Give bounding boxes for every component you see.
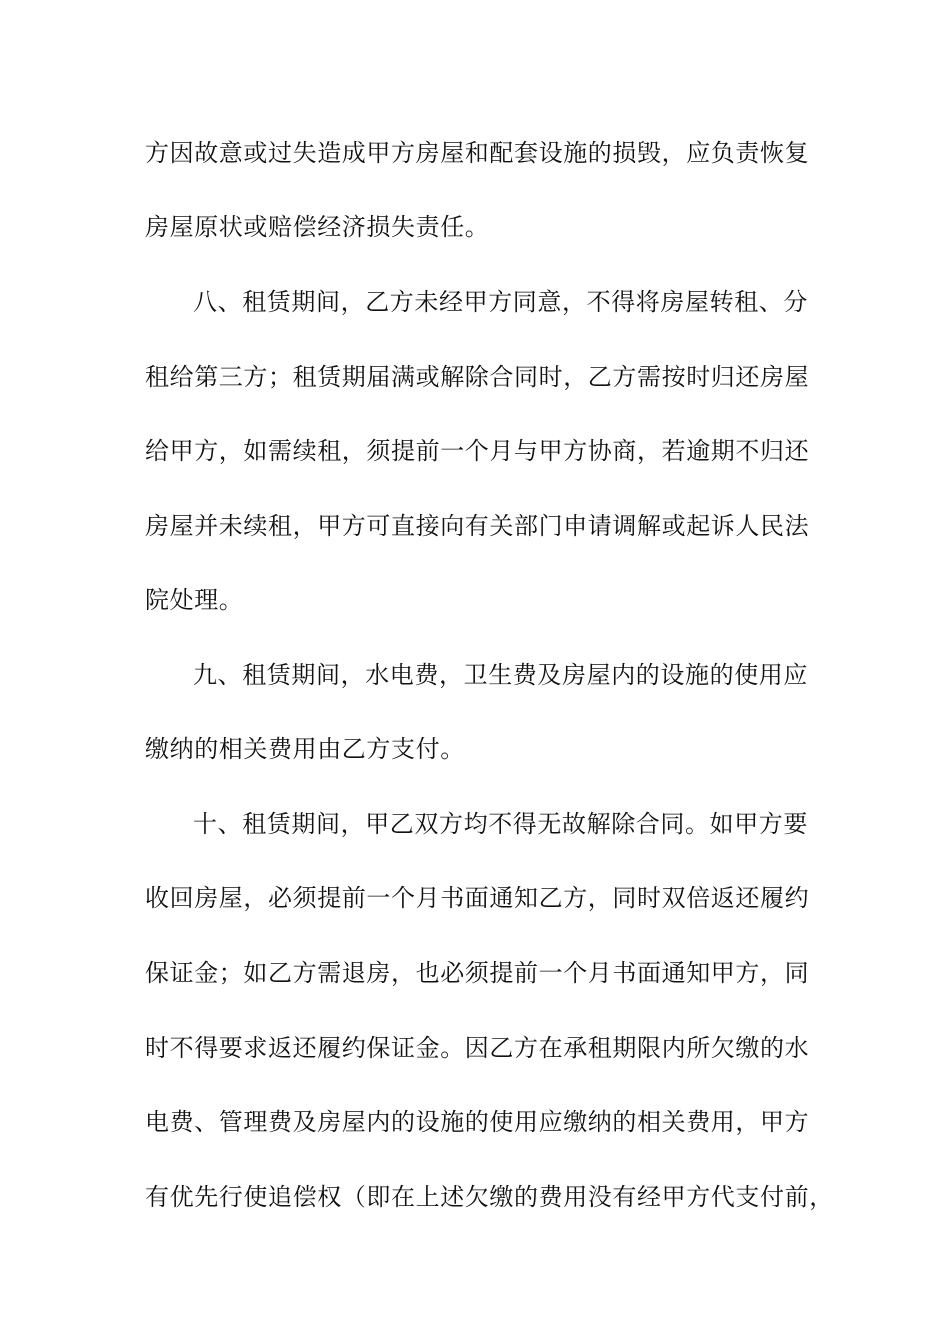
text-line: 时不得要求返还履约保证金。因乙方在承租期限内所欠缴的水 <box>145 1034 810 1062</box>
text-line: 有优先行使追偿权（即在上述欠缴的费用没有经甲方代支付前， <box>145 1183 834 1211</box>
text-line: 租给第三方；租赁期届满或解除合同时，乙方需按时归还房屋 <box>145 363 810 391</box>
paragraph-9-start: 九、租赁期间，水电费，卫生费及房屋内的设施的使用应 <box>193 661 808 689</box>
text-line: 方因故意或过失造成甲方房屋和配套设施的损毁，应负责恢复 <box>145 139 810 167</box>
paragraph-8-start: 八、租赁期间，乙方未经甲方同意，不得将房屋转租、分 <box>193 288 808 316</box>
text-line: 给甲方，如需续租，须提前一个月与甲方协商，若逾期不归还 <box>145 437 810 465</box>
text-line: 院处理。 <box>145 586 244 614</box>
text-line: 电费、管理费及房屋内的设施的使用应缴纳的相关费用，甲方 <box>145 1108 810 1136</box>
paragraph-10-start: 十、租赁期间，甲乙双方均不得无故解除合同。如甲方要 <box>193 810 808 838</box>
text-line: 房屋原状或赔偿经济损失责任。 <box>145 213 490 241</box>
text-line: 房屋并未续租，甲方可直接向有关部门申请调解或起诉人民法 <box>145 512 810 540</box>
text-line: 收回房屋，必须提前一个月书面通知乙方，同时双倍返还履约 <box>145 884 810 912</box>
text-line: 保证金；如乙方需退房，也必须提前一个月书面通知甲方，同 <box>145 959 810 987</box>
text-line: 缴纳的相关费用由乙方支付。 <box>145 735 465 763</box>
